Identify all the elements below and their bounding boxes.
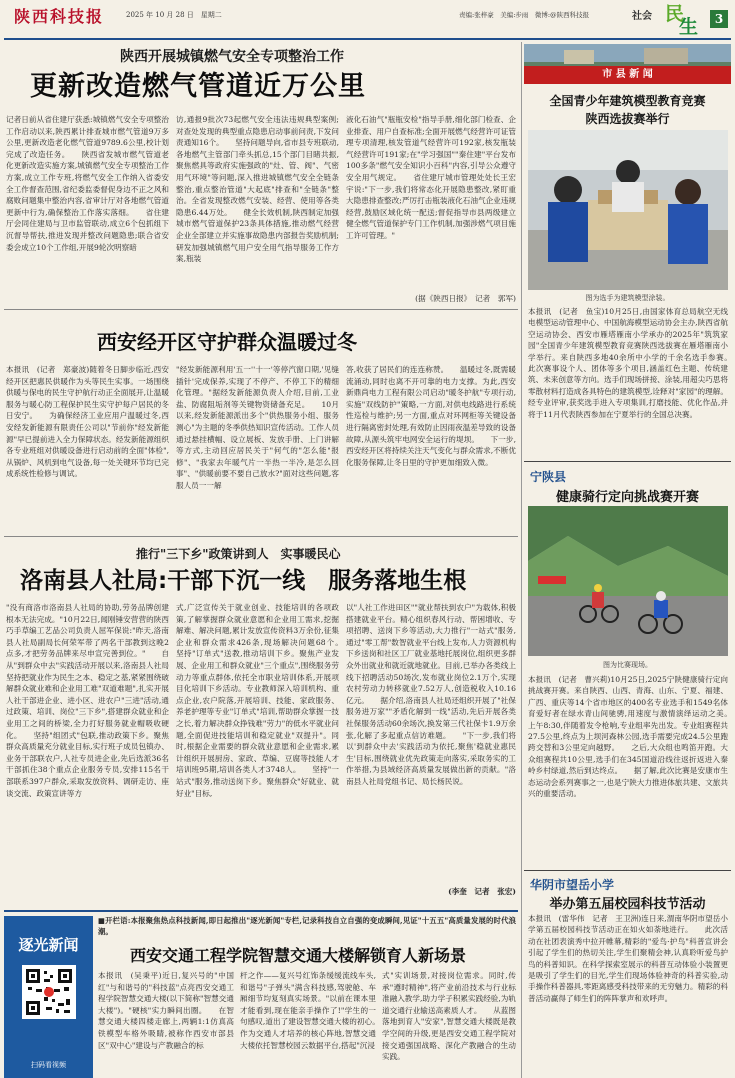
article1-headline: 更新改造燃气管道近万公里 xyxy=(30,71,366,102)
article3-col2: 式,广泛宣传关于就业创业、技能培训的各项政策,了解掌握群众就业意愿和企业用工需求,挖掘解难、解决问题,累计发放宣传资料3万余份,征集企业和群众需求426条,现场解决问题68个。 坚持"订单式"送教,推动培训下乡。聚焦产业发展、企业用工和群众就业"三个重点",围绕服务劳动力等重点群体,依托全市职业培训体系,开展项目化培训下乡活动。专业教师深入培训机构、重点企业,农户院落,开展培训、技能、家政服务、养老护理等专业"订单式"培训,帮助群众掌握一技之长,着力解决群众挣钱难"劳力"的低水平就业问题,全面促进技能培训和稳定就业"双提升"。同时,根据企业需要的群众就业意愿和企业需求,累计组织开展厨房、家政、草编、豆腐等技能人才培训班95期,培训各类人才3748人。 坚持"一站式"服务,推动送岗下乡。聚焦群众"好就业、就好业"目标, xyxy=(176,603,339,798)
article2-col2: "经发新能源利用'五一''十一'等停汽窗口期,'见缝插针'完成保养,实现了不停产、不停工下的精细化管理。"据经发新能源负责人介绍,目前,工业盐、防腐阻垢剂等关键物资储备充足。 10月以来,经发新能源派出多个"供热服务小组、服务测心"为主题的冬季供热知识宣传活动。工作人员通过悬挂横幅、设立展板、发放手册、上门讲解等方式,主动回应居民关于"何气的"怎么能"报修"、"我家去年暖气片一半热一半冷,是怎么回事"、"供暖前要不要自己放水?"面对这些问题,客服人员一一解 xyxy=(176,365,339,490)
story2-photo xyxy=(528,506,728,656)
article3-col3: 以"人社工作进田区""就业帮扶到农户"为载体,积极搭建就业平台。精心组织春风行动、帮困增收、专项招聘、送岗下乡等活动,大力推行"一站式"服务,通过"零工帮"数智就业平台线上发布,人力资源机构下乡送岗和社区工厂就业基地托展岗位,组织更多群众外出就业和就近就地就业。目前,已举办各类线上线下招聘活动50场次,发布就业岗位2.1万个,实现农村劳动力转移就业7.52万人,创造税收入10.16亿元。 据介绍,洛南县人社局还组织开展了"社保服务进万家""矛盾化解到一线"活动,先后开展各类社保服务活动60余场次,换发第三代社保卡1.9万余张,化解了多起重点信访难题。 "下一步,我们将以'到群众中去'实践活动为依托,聚焦'稳就业惠民生'目标,围绕就业优先政策走向落实,采取务实的工作举措,为县域经济高质量发展做出新的贡献。"洛南县人社局党组书记、局长杨民说。 xyxy=(346,603,516,786)
story1-title-line2: 陕西选拔赛举行 xyxy=(585,112,670,126)
article4-col3: 式"实训场景,对接岗位需求。同时,传承"遵时精神",将产业前沿技术与行业标准融入教学,助力学子积累实践经验,为轨道交通行业输送高素质人才。 从蓝图落地到育人"安家",智慧交通大楼既是教学空间的升级,更是西安交通工程学院对接交通强国战略、深化产教融合的生动实践。 xyxy=(382,971,516,1062)
article1-credit: (据《陕西日报》 记者 郭军) xyxy=(415,294,516,303)
article2-col3: 答,收获了居民们的连连称赞。 温暖过冬,既需暖流涌动,同时也离不开可靠的电力支撑。为此,西安新鼎尚电力工程有限公司启动"暖冬护航"专项行动,实施"双线防护"策略,一方面,对供电线路进行系统性巡检与维护;另一方面,重点对环网柜等关键设备进行隔离密封处理,有效防止因雨夜温差导致的设备故障,从源头筑牢电网安全运行的堤坝。 下一步,西安经开区将持续关注天气变化与群众需求,不断优化服务保障,让冬日里的守护更加细致入微。 xyxy=(346,365,516,467)
story1-body: 本报讯 (记者 鱼宝)10月25日,由国家体育总局航空无线电模型运动管理中心、中国航海模型运动协会主办,陕西省航空运动协会、西安市雁塔雁南小学承办的2025年"筑筑家园"全国青少年建筑模型教育竞赛陕西选拔赛在雁塔雁南小学举行。来自陕西多地40余所中小学的千余名选手参赛。 此次赛事设个人、团体等多个项目,涵盖红色主题、传统建筑、未来创意等方向。选手们现场拼接、涂装,用超尖巧思将零散材料打造成各具特色的建筑模型,诠释对"家园"的理解。经专业评审,获奖选手进入专项集训,打磨技能、优化作品,并将于11月代表陕西参加在宁夏举行的全国总决赛。 xyxy=(528,307,728,419)
divider xyxy=(524,461,731,462)
divider xyxy=(4,309,518,310)
article4-headline: 西安交通工程学院智慧交通大楼解锁育人新场景 xyxy=(130,946,467,965)
story3-title: 举办第五届校园科技节活动 xyxy=(549,897,706,912)
editor-credits: 责编:张梓豪 美编:步雨 微博:@陕西科技报 xyxy=(459,11,590,19)
column-intro: ■开栏语:本报聚焦热点科技新闻,即日起推出"逐光新闻"专栏,记录科技自立自强的变成瞬间,见证"十五五"高质量发展的时代浪潮。 xyxy=(98,916,516,936)
section-name: 社会 xyxy=(632,11,652,22)
qr-caption: 扫码看视频 xyxy=(31,1061,66,1069)
column-rule xyxy=(4,910,518,912)
article1-col3: 液化石油气"瓶瓶安检"指导手册,细化部门检查、企业排查、用户自查标准;全面开展燃气经营许可证管理专项清理,核发管道气经营许可192家,核发瓶装气经营许可191家;在"学习强国""秦住建"平台发布100多条"燃气安全知识小百科"内容,引导公众遵守安全用气规定。 省住建厅城市管理处处长王宏宇说:"下一步,我们将常态化开展隐患整改,紧盯重大隐患排查整改;严厉打击瓶装液化石油气企业违规经营,鼓励区域化统一配送;督促指导市县两级建立健全燃气管道保护专门工作机制,加强涉燃气项目施工许可管理。" xyxy=(346,115,516,240)
article1-col2: 访,通报9批次73起燃气安全违法违规典型案例;对查处发现的典型重点隐患启动事前问责,下发问责通知16个。 坚持问题导向,省市县专班联动,各地燃气主管部门牵头抓总,15个部门目睹共振,聚焦燃具等政府实施强政的"灶、管、阀"、气密用气环境"等问题,深入推进城镇燃气安全全链条整治,重点整治管道"大起底"排查和"全链条"整治。全省发现整改燃气安装、经营、使用等各类隐患6.44万处。 健全长效机制,陕西制定加强城市燃气管道保护23条具体措施,推动燃气经营企业全部建立并实施事故隐患内部报告奖励机制;研发加强城镇燃气用户安全用气指导服务工作方案,瓶装 xyxy=(176,115,339,264)
qr-code[interactable] xyxy=(22,965,76,1019)
story2-caption: 图为比赛现场。 xyxy=(603,661,652,669)
article4-col2: 杆之作——复兴号红饰条缓缓流线车头,和谐号"子弹头"满含科技感,驾驶舱、车厢细节均复刻真实场景。"以前在课本里才能看到,现在能亲手操作了!"学生的一句感叹,道出了建设智慧交通大楼的初心。 作为交通人才培养的核心阵地,智慧交通大楼依托智慧校园云数据平台,搭起"沉浸 xyxy=(240,971,376,1050)
article1-kicker: 陕西开展城镇燃气安全专项整治工作 xyxy=(120,49,344,65)
page-number: 3 xyxy=(710,10,728,28)
article3-col1: "没有商洛市洛南县人社局的协助,劳务品牌创建根本无法完成。"10月22日,闻刚锤安营营的陕西巧手草编工艺品公司负责人屈军保说:"昨天,洛南县人社局副局长何荣军带了两名干部教到这晚2点多,才把劳务品牌来尽申宣完善到位。" 自从"到群众中去"实践活动开展以来,洛南县人社局坚持把就业作为民生之本、稳定之基,紧紧围绕破解群众就业难和企业用工难"双道难题",扎实开展人社干部进企业、进小区、进农户"三进"活动,通过政策、培训、岗位"三下乡",搭建群众就业和企业用工之间的桥梁,全力打好服务就业帽吸收硬化。 坚持"组团式"包联,推动政策下乡。聚焦群众高质量充分就业目标,实行班子成员包镇办、业务干部联农户,人社专员进企业,先后选派36名干部抓住38个重点企业服务专员,安排115名干部联系397户群众,采取发放资料、调研走访、座谈交流、政策宣讲等方 xyxy=(6,603,169,798)
section-char-2: 生 xyxy=(679,16,699,38)
article3-credit: (李奎 记者 张宏) xyxy=(448,887,516,896)
divider xyxy=(524,870,731,871)
story1-caption: 图为选手为建筑模型涂装。 xyxy=(585,294,670,302)
story1-photo xyxy=(528,130,728,290)
article2-headline: 西安经开区守护群众温暖过冬 xyxy=(97,330,357,354)
column-label: 逐光新闻 xyxy=(18,936,79,954)
photo-image xyxy=(528,506,728,656)
page-header xyxy=(4,0,731,40)
story1-title-line1: 全国青少年建筑模型教育竞赛 xyxy=(549,94,706,108)
article4-col1: 本报讯 (吴秉平)近日,复兴号的"中国红"与和谐号的"科技蓝"点亮西安交通工程学院智慧交通大楼(以下简称"智慧交通大楼")。"硬核"实力瞬间出圈。 在智慧交通大楼四楼走廊上,两辆1:1仿真高铁模型车格外吸睛,被称作西安市部县区"双中心"建设与产教融合的标 xyxy=(98,971,234,1050)
story2-title: 健康骑行定向挑战赛开赛 xyxy=(555,490,699,505)
story2-kicker: 宁陕县 xyxy=(530,470,567,484)
issue-date: 2025 年 10 月 28 日 星期二 xyxy=(126,11,222,19)
section-char-1: 民 xyxy=(665,3,685,25)
story2-body: 本报讯 (记者 曹兴莉)10月25日,2025宁陕健康骑行定向挑战赛开赛。来自陕西、山西、青海、山东、宁夏、福建、广西、重庆等14个省市地区的400名专业选手和1549名体育爱好者在绿水青山间驰骋,用速度与激情演绎运动之美。 上午8:30,伴随着发令枪响,专业组率先出发。专业组赛程共27.5公里,终点为上坝河森林公园,选手需要完成24.5公里跑跨交替和3公里定向越野。 之后,大众组也鸣笛开跑。大众组赛程共10公里,选手们在345国道沿线往返折返进入秦岭乡村绿道,然后到达终点。 据了解,此次比赛是安康市生态运动会系列赛事之一,也是宁陕大力推进体旅共建、文旅共兴的重要活动。 xyxy=(528,675,728,799)
article1-col1: 记者日前从省住建厅获悉:城镇燃气安全专项整治工作启动以来,陕西累计排查城市燃气管道9万多公里,更新改造老化燃气管道9789.6公里,校计划完成了改造任务。 陕西省发城市燃气管道老化更新改造实施方案,城镇燃气安全专项整治工作方案,成立工作专班,将燃气安全工作纳入省委安全工作督查范围,省纪委监委督促身边不正之风和腐败问题集中整治内容,省审计厅对各地燃气管道更新中行为,确保整治工作落实落细。 省住建厅会同住建局与卫市监管联动,成立6个包抓组下沉督导帮扶,推进发现并整改问题隐患;联合省安委会成立10个工作组,开展9轮次明察暗 xyxy=(6,115,169,252)
qr-code-icon xyxy=(26,969,72,1015)
section-band: 市 县 新 闻 xyxy=(524,66,731,84)
story3-body: 本报讯 (雷华伟 记者 王卫洲)连日来,渭南华阴市望岳小学第五届校园科技节活动正在如火如荼地进行。 此次活动在社团表演秀中拉开帷幕,精彩的"爱鸟·护鸟"科普宣讲会引起了学生们的热切关注,学生们聚精会神,认真聆听爱鸟护鸟的科普知识。在科学探索室展示的科普互动体验小装置更是吸引了学生们的目光,学生们现场体验神奇的科普实验,动手操作科普器具,零距离感受科技带来的无穷魅力。精彩的科普活动赢得了师生们的阵阵掌声和欢呼声。 xyxy=(528,914,728,1003)
column-divider xyxy=(521,42,522,1078)
masthead: 陕西科技报 xyxy=(14,7,105,26)
story3-kicker: 华阴市望岳小学 xyxy=(530,878,615,892)
article3-headline: 洛南县人社局:干部下沉一线 服务落地生根 xyxy=(20,568,467,594)
article3-kicker: 推行"三下乡"政策讲到人 实事暖民心 xyxy=(136,547,341,561)
photo-image xyxy=(528,130,728,290)
divider xyxy=(4,536,518,537)
article2-col1: 本报讯 (记者 郑豪波)随着冬日脚步临近,西安经开区把惠民供暖作为头等民生实事。一场围绕供暖与保电的民生守护航行动正全面展开,让温暖服务与暖心防工程保护民生实守护每户居民的冬日安宁。 为确保经济工业应用户温暖过冬,西安经发新能源有限责任公司以"节前你"经发新能源"早已提前进入全力保障状态。经发新能源组织各专业班组对供暖设备进行启动前的全面"体检",从锅炉、风机到电气设备,每一处关键环节均已完成系统性检修与调试。 xyxy=(6,365,169,479)
